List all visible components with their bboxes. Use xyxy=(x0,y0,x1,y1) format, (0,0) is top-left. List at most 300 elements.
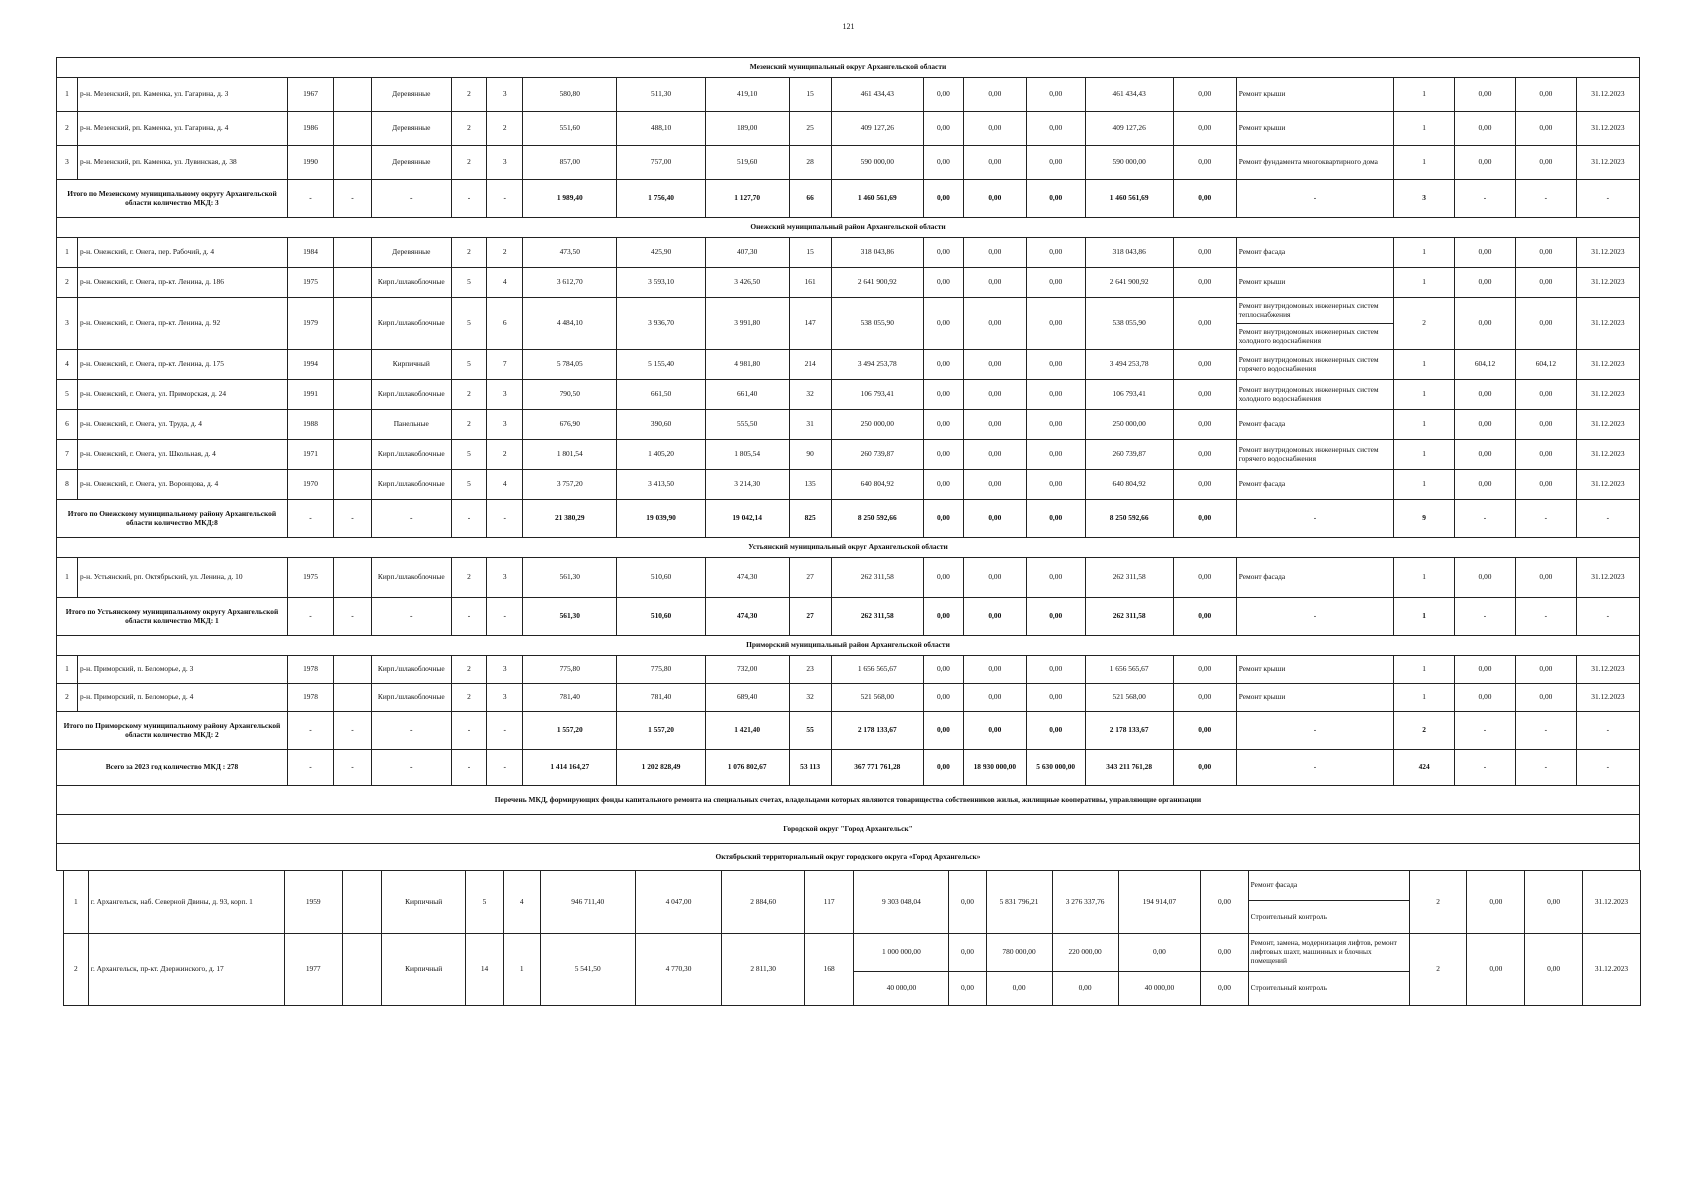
table-cell: 2 xyxy=(64,934,89,1006)
table-cell: Кирп./шлакоблочные xyxy=(371,684,451,712)
table-cell: 775,80 xyxy=(617,656,705,684)
table-cell: Деревянные xyxy=(371,112,451,146)
total-cell: 9 xyxy=(1394,500,1455,538)
work-type-cell: Строительный контроль xyxy=(1248,972,1409,1006)
table-cell: 7 xyxy=(57,440,78,470)
total-cell: 0,00 xyxy=(1173,750,1236,786)
table-cell: Кирпичный xyxy=(381,871,466,934)
total-cell: 561,30 xyxy=(523,598,617,636)
table-cell: 3 426,50 xyxy=(705,268,789,298)
total-cell: - xyxy=(1576,750,1639,786)
table-cell: Кирп./шлакоблочные xyxy=(371,380,451,410)
table-cell: 1984 xyxy=(287,238,333,268)
table-cell: 857,00 xyxy=(523,146,617,180)
total-cell: 1 557,20 xyxy=(523,712,617,750)
table-cell: 1 xyxy=(57,656,78,684)
table-cell: 640 804,92 xyxy=(831,470,923,500)
total-cell: 262 311,58 xyxy=(1085,598,1173,636)
table-cell: 0,00 xyxy=(1455,470,1516,500)
table-cell: 0,00 xyxy=(1173,656,1236,684)
table-cell xyxy=(334,558,372,598)
table-cell: 1990 xyxy=(287,146,333,180)
total-label: Всего за 2023 год количество МКД : 278 xyxy=(57,750,288,786)
table-row xyxy=(57,112,1640,146)
table-cell: 220 000,00 xyxy=(1052,934,1118,972)
table-cell xyxy=(342,871,381,934)
work-type-cell: Строительный контроль xyxy=(1248,901,1409,934)
work-type-cell: Ремонт внутридомовых инженерных систем теплоснабжения xyxy=(1236,298,1393,324)
table-cell: 0,00 xyxy=(949,972,986,1006)
table-cell: 409 127,26 xyxy=(1085,112,1173,146)
total-cell: 2 xyxy=(1394,712,1455,750)
work-type-cell: Ремонт фасада xyxy=(1236,238,1393,268)
table-cell: 0,00 xyxy=(963,78,1026,112)
table-cell: 0,00 xyxy=(1052,972,1118,1006)
table-cell: 4 770,30 xyxy=(635,934,722,1006)
total-cell: - xyxy=(1236,750,1393,786)
total-cell: 0,00 xyxy=(1173,500,1236,538)
table-cell: 1 xyxy=(64,871,89,934)
table-cell: 0,00 xyxy=(1455,78,1516,112)
table-cell: 161 xyxy=(789,268,831,298)
table-cell: Кирп./шлакоблочные xyxy=(371,440,451,470)
total-cell: - xyxy=(451,500,487,538)
total-cell: 0,00 xyxy=(963,180,1026,218)
table-cell xyxy=(334,380,372,410)
table-cell: 0,00 xyxy=(1026,558,1085,598)
table-cell: Кирпичный xyxy=(371,350,451,380)
table-row xyxy=(64,871,1641,901)
total-cell: 1 127,70 xyxy=(705,180,789,218)
table-cell: 1 xyxy=(1394,410,1455,440)
table-cell: 0,00 xyxy=(1173,268,1236,298)
table-cell: 5 541,50 xyxy=(540,934,635,1006)
table-cell: 31.12.2023 xyxy=(1576,410,1639,440)
table-cell: 3 xyxy=(487,684,523,712)
table-cell: Деревянные xyxy=(371,78,451,112)
table-cell: 5 xyxy=(451,350,487,380)
table-cell: 0,00 xyxy=(963,684,1026,712)
table-cell: 5 xyxy=(466,871,503,934)
table-cell xyxy=(334,410,372,440)
table-cell: 0,00 xyxy=(1173,78,1236,112)
table-row xyxy=(57,298,1640,324)
table-cell: 0,00 xyxy=(1455,146,1516,180)
table-cell: 0,00 xyxy=(1467,871,1525,934)
table-cell: 0,00 xyxy=(1515,268,1576,298)
table-cell: 538 055,90 xyxy=(831,298,923,350)
table-cell: 0,00 xyxy=(1515,298,1576,350)
table-cell: 780 000,00 xyxy=(986,934,1052,972)
onega-total-row xyxy=(57,500,1640,538)
table-cell: 189,00 xyxy=(705,112,789,146)
table-cell: 250 000,00 xyxy=(831,410,923,440)
table-cell: 3 936,70 xyxy=(617,298,705,350)
table-cell: 0,00 xyxy=(923,684,963,712)
table-cell: 25 xyxy=(789,112,831,146)
total-cell: - xyxy=(334,180,372,218)
table-cell: 0,00 xyxy=(1455,684,1516,712)
work-type-cell: Ремонт фасада xyxy=(1248,871,1409,901)
table-cell: 3 276 337,76 xyxy=(1052,871,1118,934)
work-type-cell: Ремонт крыши xyxy=(1236,268,1393,298)
total-cell: 0,00 xyxy=(1173,712,1236,750)
table-cell xyxy=(334,684,372,712)
total-cell: 1 421,40 xyxy=(705,712,789,750)
table-cell: 318 043,86 xyxy=(831,238,923,268)
total-cell: 2 178 133,67 xyxy=(1085,712,1173,750)
table-cell: Деревянные xyxy=(371,238,451,268)
total-cell: 1 989,40 xyxy=(523,180,617,218)
address-cell: р-н. Мезенский, рп. Каменка, ул. Гагарина, д. 3 xyxy=(77,78,287,112)
total-cell: 0,00 xyxy=(1026,712,1085,750)
total-cell: 0,00 xyxy=(923,500,963,538)
address-cell: р-н. Онежский, г. Онега, ул. Воронцова, д. 4 xyxy=(77,470,287,500)
table-cell: 1 805,54 xyxy=(705,440,789,470)
table-cell: 31.12.2023 xyxy=(1576,298,1639,350)
table-cell: 2 xyxy=(487,238,523,268)
total-cell: - xyxy=(334,598,372,636)
table-cell: 661,40 xyxy=(705,380,789,410)
table-cell: 90 xyxy=(789,440,831,470)
work-type-cell: Ремонт крыши xyxy=(1236,656,1393,684)
table-cell: 0,00 xyxy=(1515,440,1576,470)
total-label: Итого по Устьянскому муниципальному округу Архангельской области количество МКД: 1 xyxy=(57,598,288,636)
table-cell xyxy=(334,78,372,112)
table-cell: 0,00 xyxy=(963,298,1026,350)
table-cell: 5 831 796,21 xyxy=(986,871,1052,934)
table-cell: 31.12.2023 xyxy=(1576,440,1639,470)
address-cell: р-н. Онежский, г. Онега, ул. Приморская, д. 24 xyxy=(77,380,287,410)
table-cell: 2 641 900,92 xyxy=(831,268,923,298)
table-cell: 3 494 253,78 xyxy=(1085,350,1173,380)
total-label: Итого по Мезенскому муниципальному округу Архангельской области количество МКД: 3 xyxy=(57,180,288,218)
table-cell: 194 914,07 xyxy=(1118,871,1201,934)
table-cell: 32 xyxy=(789,380,831,410)
table-cell: 1 xyxy=(503,934,540,1006)
table-cell: 31.12.2023 xyxy=(1576,470,1639,500)
work-type-cell: Ремонт фундамента многоквартирного дома xyxy=(1236,146,1393,180)
table-cell: 2 811,30 xyxy=(722,934,805,1006)
total-cell: - xyxy=(451,712,487,750)
table-cell: 9 303 048,04 xyxy=(854,871,949,934)
ustya-rows xyxy=(57,558,1640,598)
table-cell: 250 000,00 xyxy=(1085,410,1173,440)
table-cell: 262 311,58 xyxy=(831,558,923,598)
total-cell: 0,00 xyxy=(923,750,963,786)
table-cell: 0,00 xyxy=(949,934,986,972)
total-cell: - xyxy=(1455,500,1516,538)
table-cell: 580,80 xyxy=(523,78,617,112)
work-type-cell: Ремонт фасада xyxy=(1236,558,1393,598)
table-cell: 31.12.2023 xyxy=(1576,146,1639,180)
table-cell: 0,00 xyxy=(1173,684,1236,712)
table-cell: 425,90 xyxy=(617,238,705,268)
table-cell: 3 xyxy=(487,78,523,112)
table-cell: 15 xyxy=(789,238,831,268)
section-title-mezen: Мезенский муниципальный округ Архангельской области xyxy=(57,58,1640,78)
table-row xyxy=(57,380,1640,410)
page-number: 121 xyxy=(842,22,855,31)
total-cell: - xyxy=(1455,598,1516,636)
table-cell: 590 000,00 xyxy=(831,146,923,180)
table-cell: 1 801,54 xyxy=(523,440,617,470)
table-cell: 1 xyxy=(57,78,78,112)
total-cell: - xyxy=(334,750,372,786)
table-cell: 0,00 xyxy=(1201,934,1248,972)
table-row xyxy=(57,238,1640,268)
work-type-cell: Ремонт внутридомовых инженерных систем горячего водоснабжения xyxy=(1236,350,1393,380)
total-cell: 0,00 xyxy=(1173,598,1236,636)
table-cell: 0,00 xyxy=(1455,656,1516,684)
table-cell xyxy=(334,268,372,298)
table-cell: 3 xyxy=(487,146,523,180)
table-cell: 5 155,40 xyxy=(617,350,705,380)
table-cell: 1 xyxy=(1394,684,1455,712)
table-row xyxy=(57,440,1640,470)
table-cell: 2 xyxy=(451,78,487,112)
total-cell: 0,00 xyxy=(923,180,963,218)
table-cell: 0,00 xyxy=(1026,268,1085,298)
table-cell: 0,00 xyxy=(1026,684,1085,712)
table-row xyxy=(57,268,1640,298)
table-cell: 1 xyxy=(1394,78,1455,112)
table-cell: 3 214,30 xyxy=(705,470,789,500)
table-cell: 2 xyxy=(451,238,487,268)
table-cell: 2 xyxy=(451,656,487,684)
total-cell: 1 202 828,49 xyxy=(617,750,705,786)
table-cell: 6 xyxy=(487,298,523,350)
table-cell: 521 568,00 xyxy=(1085,684,1173,712)
table-cell: 0,00 xyxy=(949,871,986,934)
table-cell: 0,00 xyxy=(1173,298,1236,350)
total-cell: 1 076 802,67 xyxy=(705,750,789,786)
table-cell: 488,10 xyxy=(617,112,705,146)
table-cell: 0,00 xyxy=(963,268,1026,298)
table-row xyxy=(57,350,1640,380)
table-cell: 4 047,00 xyxy=(635,871,722,934)
address-cell: р-н. Устьянский, рп. Октябрьский, ул. Ленина, д. 10 xyxy=(77,558,287,598)
table-cell xyxy=(334,238,372,268)
table-row xyxy=(57,470,1640,500)
total-cell: 55 xyxy=(789,712,831,750)
total-cell: 19 042,14 xyxy=(705,500,789,538)
table-cell: 1 000 000,00 xyxy=(854,934,949,972)
table-cell: 689,40 xyxy=(705,684,789,712)
total-cell: - xyxy=(1576,712,1639,750)
table-cell: 3 xyxy=(57,298,78,350)
table-cell: 0,00 xyxy=(1118,934,1201,972)
table-cell: 0,00 xyxy=(963,440,1026,470)
total-cell: 0,00 xyxy=(923,598,963,636)
total-cell: - xyxy=(287,180,333,218)
table-cell: 2 xyxy=(1394,298,1455,350)
table-cell: 0,00 xyxy=(1515,684,1576,712)
table-cell: 1970 xyxy=(287,470,333,500)
table-cell: 1 xyxy=(1394,380,1455,410)
table-cell: 2 641 900,92 xyxy=(1085,268,1173,298)
table-cell: 0,00 xyxy=(1455,440,1516,470)
address-cell: р-н. Онежский, г. Онега, пер. Рабочий, д. 4 xyxy=(77,238,287,268)
address-cell: р-н. Приморский, п. Беломорье, д. 3 xyxy=(77,656,287,684)
table-cell: 604,12 xyxy=(1515,350,1576,380)
table-cell: 5 xyxy=(451,440,487,470)
table-cell: 147 xyxy=(789,298,831,350)
table-cell xyxy=(334,656,372,684)
table-cell: 3 xyxy=(487,656,523,684)
address-cell: р-н. Онежский, г. Онега, пр-кт. Ленина, д. 92 xyxy=(77,298,287,350)
table-cell: 1 xyxy=(1394,656,1455,684)
table-cell: 1977 xyxy=(284,934,342,1006)
work-type-cell: Ремонт фасада xyxy=(1236,410,1393,440)
table-cell: 511,30 xyxy=(617,78,705,112)
table-cell: 0,00 xyxy=(1026,410,1085,440)
table-cell: 1967 xyxy=(287,78,333,112)
table-cell: 0,00 xyxy=(923,112,963,146)
work-type-cell: Ремонт внутридомовых инженерных систем горячего водоснабжения xyxy=(1236,440,1393,470)
total-cell: - xyxy=(1515,180,1576,218)
table-cell: 1994 xyxy=(287,350,333,380)
total-cell: 825 xyxy=(789,500,831,538)
table-cell: 1 405,20 xyxy=(617,440,705,470)
table-cell: 640 804,92 xyxy=(1085,470,1173,500)
table-cell: 0,00 xyxy=(1173,410,1236,440)
total-cell: 510,60 xyxy=(617,598,705,636)
total-cell: - xyxy=(1236,500,1393,538)
table-cell: 2 xyxy=(57,112,78,146)
section-title-onega: Онежский муниципальный район Архангельской области xyxy=(57,218,1640,238)
table-cell: 0,00 xyxy=(923,298,963,350)
table-cell: 757,00 xyxy=(617,146,705,180)
table-cell: 1988 xyxy=(287,410,333,440)
table-cell: 1 xyxy=(57,238,78,268)
table-cell: 5 xyxy=(57,380,78,410)
address-cell: р-н. Мезенский, рп. Каменка, ул. Гагарина, д. 4 xyxy=(77,112,287,146)
table-cell: 260 739,87 xyxy=(831,440,923,470)
oktyabr-title: Октябрьский территориальный округ городского округа «Город Архангельск» xyxy=(57,844,1640,871)
table-cell: 3 757,20 xyxy=(523,470,617,500)
total-cell: - xyxy=(334,712,372,750)
primorsky-rows xyxy=(57,656,1640,712)
table-cell: Кирп./шлакоблочные xyxy=(371,656,451,684)
total-cell: 0,00 xyxy=(1173,180,1236,218)
ustya-total-row xyxy=(57,598,1640,636)
table-cell: 5 xyxy=(451,268,487,298)
special-accounts-title: Перечень МКД, формирующих фонды капитального ремонта на специальных счетах, владельцами которых являются товарищества собственников жилья, жилищные кооперативы, управляющие организации xyxy=(57,786,1640,815)
table-cell: 31.12.2023 xyxy=(1576,656,1639,684)
table-cell: Кирп./шлакоблочные xyxy=(371,268,451,298)
total-cell: - xyxy=(371,712,451,750)
table-cell: 31.12.2023 xyxy=(1576,78,1639,112)
table-cell: 31.12.2023 xyxy=(1583,934,1641,1006)
table-cell: 0,00 xyxy=(1455,410,1516,440)
table-cell: 3 xyxy=(487,380,523,410)
table-cell: 0,00 xyxy=(923,470,963,500)
table-cell: Кирп./шлакоблочные xyxy=(371,298,451,350)
total-cell: 2 178 133,67 xyxy=(831,712,923,750)
table-cell: 0,00 xyxy=(1201,972,1248,1006)
total-cell: 474,30 xyxy=(705,598,789,636)
table-cell: 551,60 xyxy=(523,112,617,146)
table-cell: 0,00 xyxy=(1515,238,1576,268)
table-cell: 0,00 xyxy=(963,112,1026,146)
table-cell: 1991 xyxy=(287,380,333,410)
table-row xyxy=(57,78,1640,112)
total-cell: 66 xyxy=(789,180,831,218)
table-cell: 4 xyxy=(503,871,540,934)
work-type-cell: Ремонт внутридомовых инженерных систем холодного водоснабжения xyxy=(1236,380,1393,410)
table-cell: 0,00 xyxy=(1026,440,1085,470)
table-cell: 561,30 xyxy=(523,558,617,598)
table-cell: 590 000,00 xyxy=(1085,146,1173,180)
total-cell: - xyxy=(1515,712,1576,750)
table-cell: 1 xyxy=(1394,350,1455,380)
table-row xyxy=(57,146,1640,180)
table-cell: 0,00 xyxy=(923,350,963,380)
table-cell: 31.12.2023 xyxy=(1583,871,1641,934)
work-type-cell: Ремонт крыши xyxy=(1236,684,1393,712)
total-cell: 1 414 164,27 xyxy=(523,750,617,786)
table-cell: 538 055,90 xyxy=(1085,298,1173,350)
table-cell: 1971 xyxy=(287,440,333,470)
table-cell: 0,00 xyxy=(923,380,963,410)
table-cell: 3 xyxy=(487,410,523,440)
total-label: Итого по Онежскому муниципальному району Архангельской области количество МКД:8 xyxy=(57,500,288,538)
table-cell: 519,60 xyxy=(705,146,789,180)
table-cell: 0,00 xyxy=(1515,410,1576,440)
address-cell: р-н. Онежский, г. Онега, пр-кт. Ленина, д. 175 xyxy=(77,350,287,380)
total-cell: - xyxy=(1576,598,1639,636)
table-cell: 40 000,00 xyxy=(1118,972,1201,1006)
total-cell: 0,00 xyxy=(963,598,1026,636)
table-cell: 1 656 565,67 xyxy=(1085,656,1173,684)
total-cell: - xyxy=(1455,750,1516,786)
table-cell: 775,80 xyxy=(523,656,617,684)
table-cell: 2 xyxy=(451,112,487,146)
table-cell: 6 xyxy=(57,410,78,440)
table-cell: 1 xyxy=(1394,268,1455,298)
table-cell: 0,00 xyxy=(1467,934,1525,1006)
table-cell: 0,00 xyxy=(1455,268,1516,298)
table-cell: 2 xyxy=(57,684,78,712)
table-cell: 1978 xyxy=(287,656,333,684)
table-cell: 0,00 xyxy=(1026,112,1085,146)
table-cell: 0,00 xyxy=(923,238,963,268)
table-cell: 0,00 xyxy=(1026,298,1085,350)
total-cell: - xyxy=(334,500,372,538)
table-cell: 0,00 xyxy=(1455,558,1516,598)
section-title-ustya: Устьянский муниципальный округ Архангельской области xyxy=(57,538,1640,558)
address-cell: р-н. Мезенский, рп. Каменка, ул. Лувинская, д. 38 xyxy=(77,146,287,180)
table-cell: 318 043,86 xyxy=(1085,238,1173,268)
table-cell: 0,00 xyxy=(1525,934,1583,1006)
table-cell: 407,30 xyxy=(705,238,789,268)
table-cell: 0,00 xyxy=(1515,146,1576,180)
table-cell: 260 739,87 xyxy=(1085,440,1173,470)
table-cell: 0,00 xyxy=(1026,656,1085,684)
total-cell: 367 771 761,28 xyxy=(831,750,923,786)
work-type-cell: Ремонт, замена, модернизация лифтов, ремонт лифтовых шахт, машинных и блочных помещений xyxy=(1248,934,1409,972)
table-cell: 2 884,60 xyxy=(722,871,805,934)
total-cell: 21 380,29 xyxy=(523,500,617,538)
total-cell: 343 211 761,28 xyxy=(1085,750,1173,786)
total-cell: 0,00 xyxy=(1026,598,1085,636)
total-cell: 1 460 561,69 xyxy=(831,180,923,218)
table-cell: 1975 xyxy=(287,268,333,298)
table-row xyxy=(57,684,1640,712)
table-cell xyxy=(334,470,372,500)
registry-table xyxy=(56,57,1640,871)
